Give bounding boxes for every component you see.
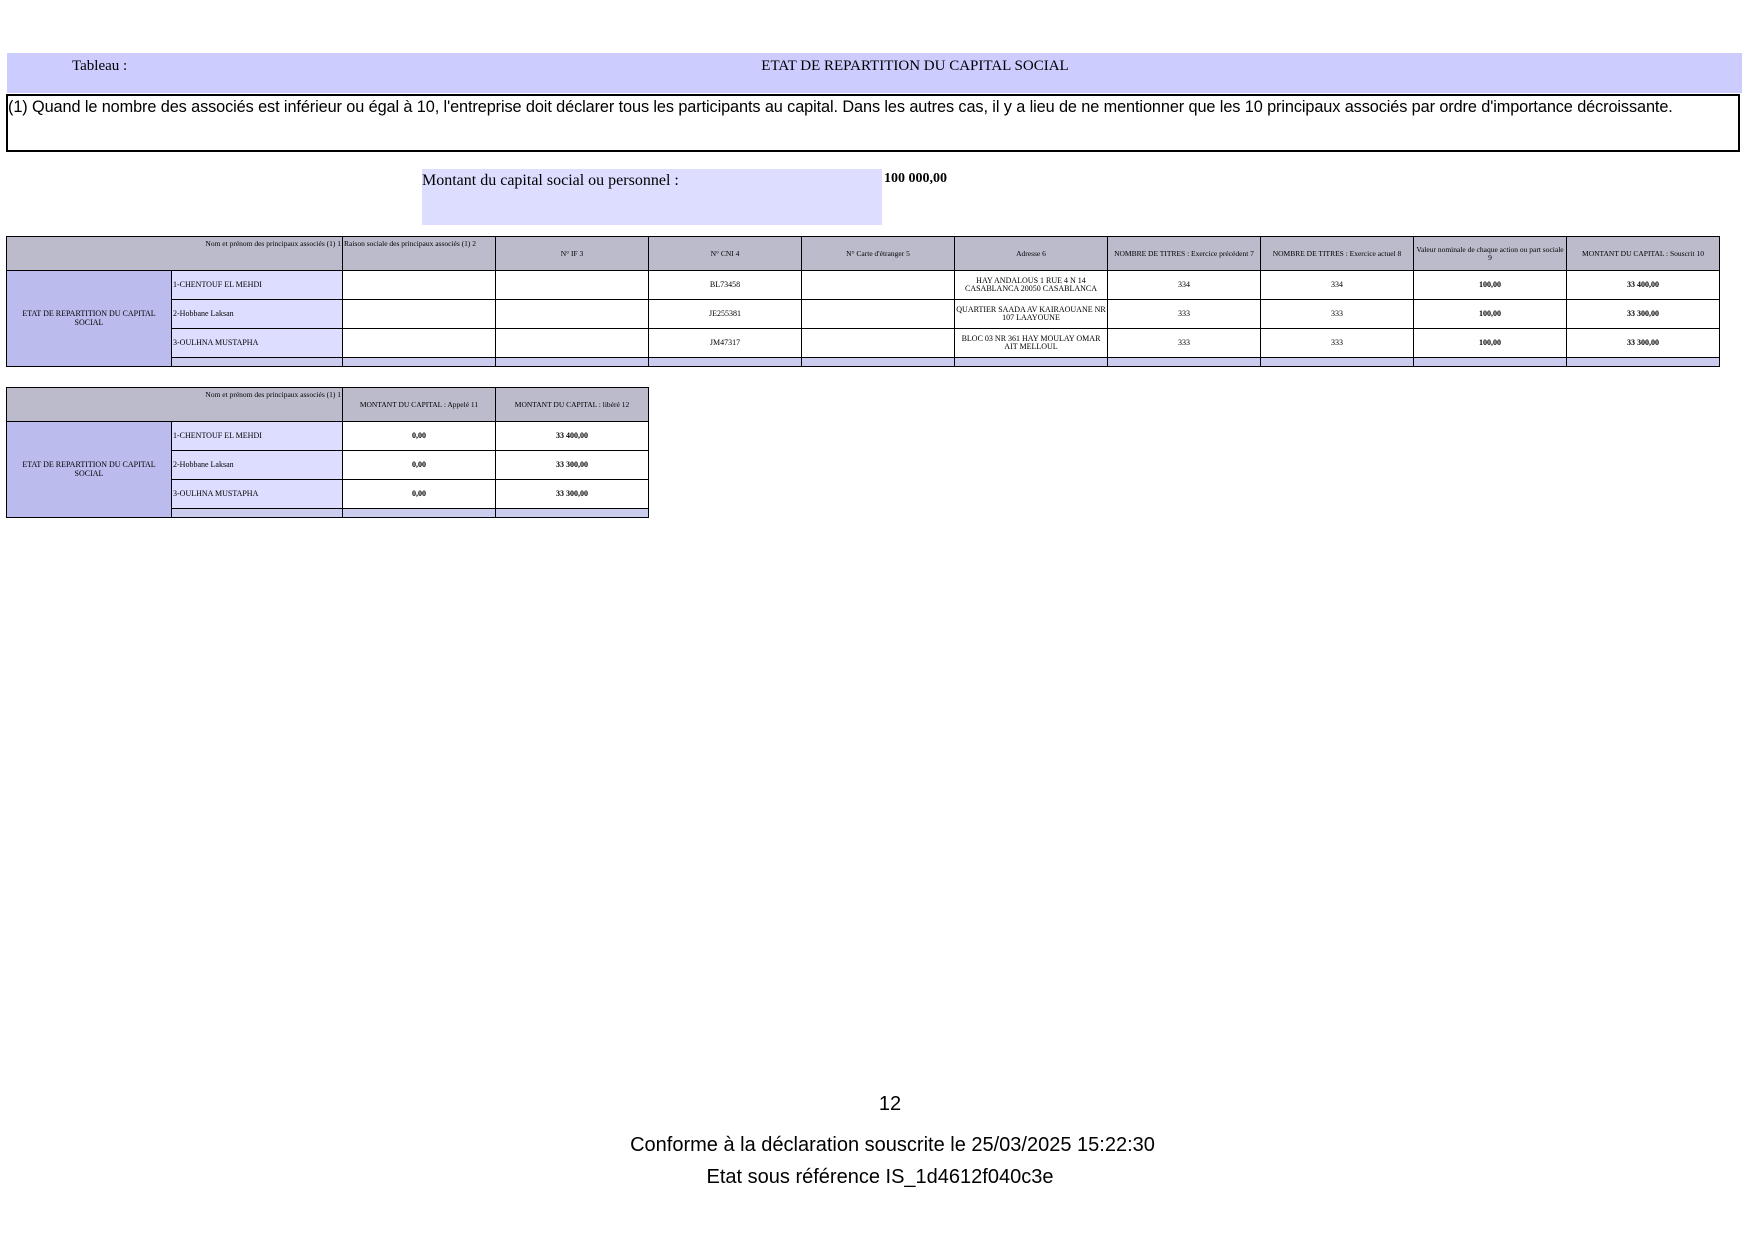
table-header-row [7,388,649,422]
titres-prec-cell: 333 [1108,300,1261,329]
totals-cell [496,509,649,518]
capital-distribution-table [6,236,1720,367]
table-header-row [7,237,1720,271]
totals-cell [1567,358,1720,367]
header-cell-name: Nom et prénom des principaux associés (1) 1 [7,388,343,422]
footer-reference: Etat sous référence IS_1d4612f040c3e [706,1166,1054,1188]
cni-cell: JM47317 [649,329,802,358]
header-cell-name: Nom et prénom des principaux associés (1) 1 [7,237,343,271]
header-cell-cni: N° CNI 4 [649,237,802,271]
table-row [7,329,1720,358]
libere-cell: 33 400,00 [496,422,649,451]
totals-cell [343,509,496,518]
souscrit-cell: 33 300,00 [1567,300,1720,329]
totals-cell [343,358,496,367]
row-group-label: ETAT DE REPARTITION DU CAPITAL SOCIAL [7,422,172,518]
totals-cell [649,358,802,367]
tableau-label: Tableau : [72,58,128,74]
associate-name: 3-OULHNA MUSTAPHA [172,329,343,358]
carte-cell [802,300,955,329]
note-text: (1) Quand le nombre des associés est inférieur ou égal à 10, l'entreprise doit déclarer tous les participants au capital. Dans les autres cas, il y a lieu de ne mentionner que les 10 principaux associés par ordre d'importance décroissante. [8,98,1673,116]
cni-cell: JE255381 [649,300,802,329]
note-box [6,94,1740,152]
associate-name: 3-OULHNA MUSTAPHA [172,480,343,509]
header-cell-raison: Raison sociale des principaux associés (1) 2 [343,237,496,271]
capital-value: 100 000,00 [884,171,947,186]
valeur-cell: 100,00 [1414,271,1567,300]
header-cell-titres-actuel: NOMBRE DE TITRES : Exercice actuel 8 [1261,237,1414,271]
associate-name: 1-CHENTOUF EL MEHDI [172,422,343,451]
page-title: ETAT DE REPARTITION DU CAPITAL SOCIAL [761,58,1069,74]
page-number: 12 [878,1093,902,1115]
associate-name: 2-Hobbane Laksan [172,300,343,329]
totals-cell [1261,358,1414,367]
adresse-cell: QUARTIER SAADA AV KAIRAOUANE NR 107 LAAYOUNE [955,300,1108,329]
titres-prec-cell: 334 [1108,271,1261,300]
raison-cell [343,300,496,329]
titres-prec-cell: 333 [1108,329,1261,358]
totals-cell [1414,358,1567,367]
adresse-cell: HAY ANDALOUS 1 RUE 4 N 14 CASABLANCA 20050 CASABLANCA [955,271,1108,300]
header-cell-souscrit: MONTANT DU CAPITAL : Souscrit 10 [1567,237,1720,271]
titres-actuel-cell: 333 [1261,329,1414,358]
carte-cell [802,329,955,358]
appele-cell: 0,00 [343,451,496,480]
totals-cell [1108,358,1261,367]
valeur-cell: 100,00 [1414,329,1567,358]
associate-name: 2-Hobbane Laksan [172,451,343,480]
table-row [7,300,1720,329]
associate-name: 1-CHENTOUF EL MEHDI [172,271,343,300]
totals-cell [955,358,1108,367]
header-cell-titres-prec: NOMBRE DE TITRES : Exercice précédent 7 [1108,237,1261,271]
if-cell [496,271,649,300]
carte-cell [802,271,955,300]
titres-actuel-cell: 333 [1261,300,1414,329]
adresse-cell: BLOC 03 NR 361 HAY MOULAY OMAR AIT MELLOUL [955,329,1108,358]
header-cell-valeur: Valeur nominale de chaque action ou part sociale 9 [1414,237,1567,271]
table-row [7,271,1720,300]
capital-paid-table [6,387,649,518]
totals-cell [802,358,955,367]
header-cell-libere: MONTANT DU CAPITAL : libéré 12 [496,388,649,422]
if-cell [496,329,649,358]
souscrit-cell: 33 300,00 [1567,329,1720,358]
row-group-label: ETAT DE REPARTITION DU CAPITAL SOCIAL [7,271,172,367]
totals-cell [496,358,649,367]
libere-cell: 33 300,00 [496,480,649,509]
header-cell-appele: MONTANT DU CAPITAL : Appelé 11 [343,388,496,422]
cni-cell: BL73458 [649,271,802,300]
header-cell-carte: N° Carte d'étranger 5 [802,237,955,271]
titres-actuel-cell: 334 [1261,271,1414,300]
libere-cell: 33 300,00 [496,451,649,480]
capital-label: Montant du capital social ou personnel : [422,172,679,189]
header-cell-if: N° IF 3 [496,237,649,271]
totals-cell [172,358,343,367]
if-cell [496,300,649,329]
capital-label-box [422,169,882,225]
souscrit-cell: 33 400,00 [1567,271,1720,300]
raison-cell [343,329,496,358]
table-row [7,422,649,451]
header-cell-adresse: Adresse 6 [955,237,1108,271]
totals-row [7,358,1720,367]
totals-cell [172,509,343,518]
footer-declaration: Conforme à la déclaration souscrite le 25/03/2025 15:22:30 [630,1134,1155,1156]
appele-cell: 0,00 [343,480,496,509]
valeur-cell: 100,00 [1414,300,1567,329]
appele-cell: 0,00 [343,422,496,451]
raison-cell [343,271,496,300]
